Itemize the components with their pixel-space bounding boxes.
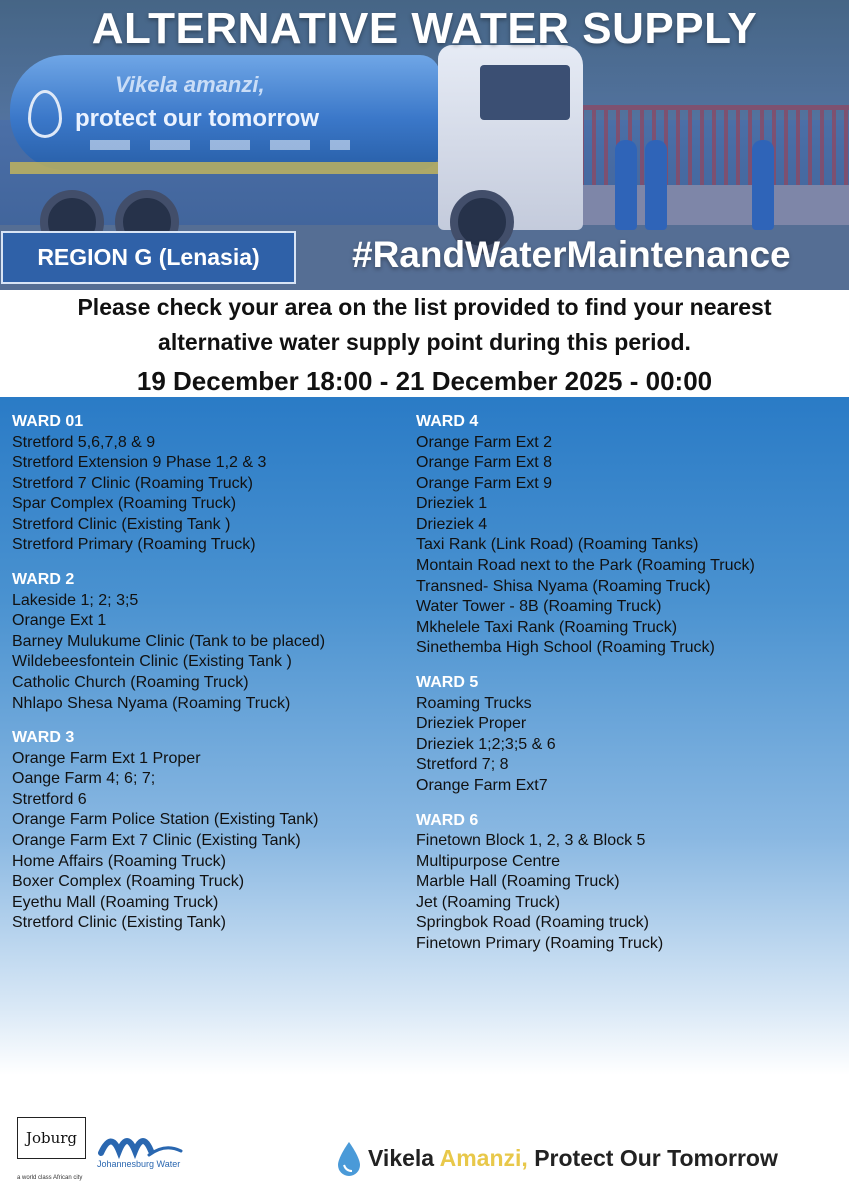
supply-point-item: Orange Ext 1 [12, 612, 107, 630]
supply-point-item: Orange Farm Ext 8 [416, 454, 553, 472]
joburg-logo: Joburg [17, 1117, 86, 1159]
supply-point-item: Drieziek 4 [416, 515, 488, 533]
worker-figure [752, 140, 774, 230]
supply-point-item: Multipurpose Centre [416, 852, 561, 870]
supply-point-item: Catholic Church (Roaming Truck) [12, 673, 249, 691]
supply-point-item: Sinethemba High School (Roaming Truck) [416, 639, 715, 657]
footer-slogan [368, 1145, 778, 1172]
supply-point-item: Drieziek Proper [416, 715, 527, 733]
supply-point-item: Orange Farm Ext 9 [416, 474, 553, 492]
supply-point-item: Orange Farm Ext 7 Clinic (Existing Tank) [12, 832, 301, 849]
supply-point-item: Finetown Primary (Roaming Truck) [416, 934, 664, 952]
supply-point-item: Orange Farm Ext 2 [416, 433, 553, 451]
supply-points-panel [0, 397, 849, 1075]
ward-title: WARD 01 [12, 413, 84, 430]
supply-point-item: Lakeside 1; 2; 3;5 [12, 591, 139, 609]
supply-point-item: Marble Hall (Roaming Truck) [416, 873, 620, 891]
ward-title: WARD 5 [416, 674, 479, 692]
supply-point-item: Stretford 5,6,7,8 & 9 [12, 433, 156, 451]
supply-point-item: Wildebeesfontein Clinic (Existing Tank ) [12, 653, 292, 671]
supply-point-item: Springbok Road (Roaming truck) [416, 914, 649, 932]
supply-point-item: Stretford 7 Clinic (Roaming Truck) [12, 474, 253, 492]
supply-point-item: Spar Complex (Roaming Truck) [12, 495, 237, 513]
ward-6 [416, 811, 755, 955]
notice-line-2: alternative water supply point during this period. [158, 329, 691, 355]
supply-point-item: Taxi Rank (Link Road) (Roaming Tanks) [416, 536, 699, 554]
notice-line-1: Please check your area on the list provided to find your nearest [77, 294, 772, 320]
supply-point-item: Stretford Clinic (Existing Tank ) [12, 515, 231, 533]
ward-title: WARD 2 [12, 571, 75, 589]
supply-point-item: Stretford Extension 9 Phase 1,2 & 3 [12, 454, 267, 472]
tank-slogan-2: protect our tomorrow [75, 105, 319, 132]
left-column [12, 412, 325, 948]
footer [0, 1075, 849, 1200]
right-column [416, 412, 755, 969]
supply-point-item: Orange Farm Ext7 [416, 776, 548, 794]
johannesburg-water-name: Johannesburg Water [97, 1159, 181, 1169]
supply-point-item: Eyethu Mall (Roaming Truck) [12, 893, 219, 911]
worker-figure [645, 140, 667, 230]
supply-point-item: Roaming Trucks [416, 694, 532, 712]
slogan-part-1: Vikela [368, 1145, 440, 1171]
ward-4 [416, 412, 755, 659]
supply-point-item: Mkhelele Taxi Rank (Roaming Truck) [416, 618, 678, 636]
supply-point-item: Barney Mulukume Clinic (Tank to be placed) [12, 632, 326, 650]
supply-point-item: Stretford Clinic (Existing Tank) [12, 914, 226, 932]
worker-figure [615, 140, 637, 230]
page-title: ALTERNATIVE WATER SUPPLY [91, 4, 758, 53]
ward-01 [12, 412, 325, 556]
supply-point-item: Stretford Primary (Roaming Truck) [12, 536, 256, 554]
region-label: REGION G (Lenasia) [1, 231, 296, 284]
slogan-part-2: Protect Our Tomorrow [527, 1145, 778, 1171]
supply-point-item: Stretford 7; 8 [416, 756, 509, 774]
notice [0, 290, 849, 401]
supply-point-item: Water Tower - 8B (Roaming Truck) [416, 598, 662, 616]
hero-banner [0, 0, 849, 290]
ward-title: WARD 3 [12, 729, 75, 747]
hashtag: #RandWaterMaintenance [352, 234, 791, 275]
supply-point-item: Montain Road next to the Park (Roaming Truck) [416, 557, 755, 575]
supply-point-item: Stretford 6 [12, 790, 87, 808]
ward-title: WARD 6 [416, 811, 479, 829]
supply-point-item: Home Affairs (Roaming Truck) [12, 852, 226, 870]
supply-point-item: Orange Farm Police Station (Existing Tank) [12, 811, 319, 829]
ward-title: WARD 4 [416, 413, 479, 430]
joburg-tagline: a world class African city [17, 1175, 83, 1181]
tank-stripe [10, 162, 440, 174]
tank-contact-strip [90, 140, 350, 150]
supply-point-item: Jet (Roaming Truck) [416, 893, 561, 911]
supply-point-item: Oange Farm 4; 6; 7; [12, 770, 156, 788]
tank-slogan-1: Vikela amanzi, [115, 72, 265, 97]
notice-dates: 19 December 18:00 - 21 December 2025 - 00:00 [136, 366, 713, 396]
ward-5 [416, 673, 755, 796]
supply-point-item: Nhlapo Shesa Nyama (Roaming Truck) [12, 694, 291, 712]
supply-point-item: Drieziek 1 [416, 495, 488, 513]
ward-2 [12, 570, 325, 714]
ward-3 [12, 728, 325, 934]
truck-window [480, 65, 570, 120]
supply-point-item: Boxer Complex (Roaming Truck) [12, 873, 245, 891]
water-drop-icon [336, 1141, 362, 1177]
supply-point-item: Finetown Block 1, 2, 3 & Block 5 [416, 832, 646, 849]
supply-point-item: Drieziek 1;2;3;5 & 6 [416, 735, 556, 753]
slogan-accent: Amanzi, [439, 1145, 528, 1171]
supply-point-item: Transned- Shisa Nyama (Roaming Truck) [416, 577, 711, 595]
supply-point-item: Orange Farm Ext 1 Proper [12, 749, 201, 767]
